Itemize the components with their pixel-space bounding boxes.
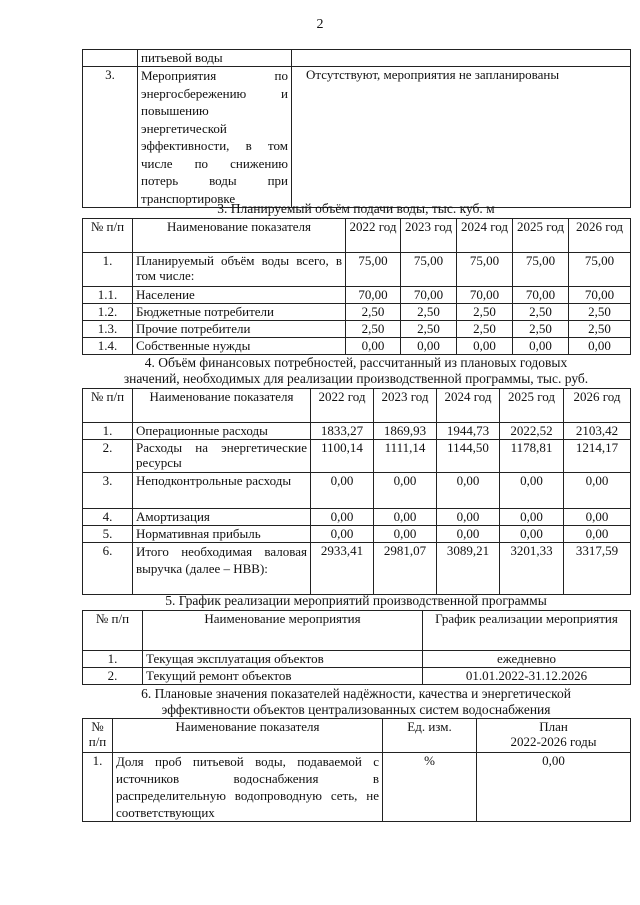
- row-name: питьевой воды: [138, 50, 292, 67]
- table-row: 4. Амортизация 0,00 0,00 0,00 0,00 0,00: [83, 509, 631, 526]
- section6-title-line1: 6. Плановые значения показателей надёжности, качества и энергетической: [141, 686, 571, 701]
- table-row: 1. Планируемый объём воды всего, в том числе: 75,00 75,00 75,00 75,00 75,00: [83, 253, 631, 287]
- col-header-year: 2024 год: [457, 219, 513, 253]
- col-header-year: 2025 год: [513, 219, 569, 253]
- section3-title: 3. Планируемый объём подачи воды, тыс. куб. м: [217, 201, 495, 216]
- financial-needs-table: [82, 388, 631, 595]
- col-header-year: 2026 год: [569, 219, 631, 253]
- table-row: 1. Текущая эксплуатация объектов ежедневно: [83, 651, 631, 668]
- row-number: 3.: [83, 67, 138, 208]
- table-header: № п/п Наименование мероприятия График реализации мероприятия: [83, 611, 631, 651]
- table-row: 1. Операционные расходы 1833,27 1869,93 1944,73 2022,52 2103,42: [83, 423, 631, 440]
- col-header-num: № п/п: [83, 219, 133, 253]
- section4-title-line2: значений, необходимых для реализации производственной программы, тыс. руб.: [123, 371, 589, 386]
- table-header: № п/п Наименование показателя 2022 год 2023 год 2024 год 2025 год 2026 год: [83, 389, 631, 423]
- table-row: 1.1. Население 70,00 70,00 70,00 70,00 70,00: [83, 287, 631, 304]
- col-header-name: Наименование показателя: [133, 219, 346, 253]
- schedule-table: [82, 610, 631, 685]
- water-supply-table: [82, 218, 631, 355]
- row-value: Отсутствуют, мероприятия не запланированы: [292, 67, 631, 208]
- table-row: [83, 67, 631, 208]
- table-row: 1.4. Собственные нужды 0,00 0,00 0,00 0,00 0,00: [83, 338, 631, 355]
- table-row: 3. Неподконтрольные расходы 0,00 0,00 0,00 0,00 0,00: [83, 473, 631, 509]
- table-row: 5. Нормативная прибыль 0,00 0,00 0,00 0,00 0,00: [83, 526, 631, 543]
- table-row: 2. Расходы на энергетические ресурсы 1100,14 1111,14 1144,50 1178,81 1214,17: [83, 440, 631, 473]
- page-number: 2: [316, 17, 324, 32]
- table-row: [83, 50, 631, 67]
- table-header: [83, 219, 631, 253]
- section4-title-line1: 4. Объём финансовых потребностей, рассчитанный из плановых годовых: [144, 355, 568, 370]
- table-row: 2. Текущий ремонт объектов 01.01.2022-31.12.2026: [83, 668, 631, 685]
- table-row: 1.2. Бюджетные потребители 2,50 2,50 2,50 2,50 2,50: [83, 304, 631, 321]
- table-header: № п/п Наименование показателя Ед. изм. План 2022-2026 годы: [83, 719, 631, 753]
- col-header-year: 2023 год: [401, 219, 457, 253]
- row-name: Мероприятия по энергосбережению и повышению энергетической эффективности, в том числе по снижению потерь воды при транспортировке: [138, 67, 292, 208]
- measures-table: [82, 49, 631, 208]
- table-row: 1. Доля проб питьевой воды, подаваемой с источников водоснабжения в распределительную водопроводную сеть, не соответствующих % 0,00: [83, 753, 631, 822]
- table-row: 1.3. Прочие потребители 2,50 2,50 2,50 2,50 2,50: [83, 321, 631, 338]
- reliability-table: [82, 718, 631, 822]
- col-header-year: 2022 год: [346, 219, 401, 253]
- section6-title-line2: эффективности объектов централизованных систем водоснабжения: [161, 702, 551, 717]
- section5-title: 5. График реализации мероприятий производственной программы: [165, 593, 547, 608]
- table-row: 6. Итого необходимая валовая выручка (далее – НВВ): 2933,41 2981,07 3089,21 3201,33 3317,59: [83, 543, 631, 595]
